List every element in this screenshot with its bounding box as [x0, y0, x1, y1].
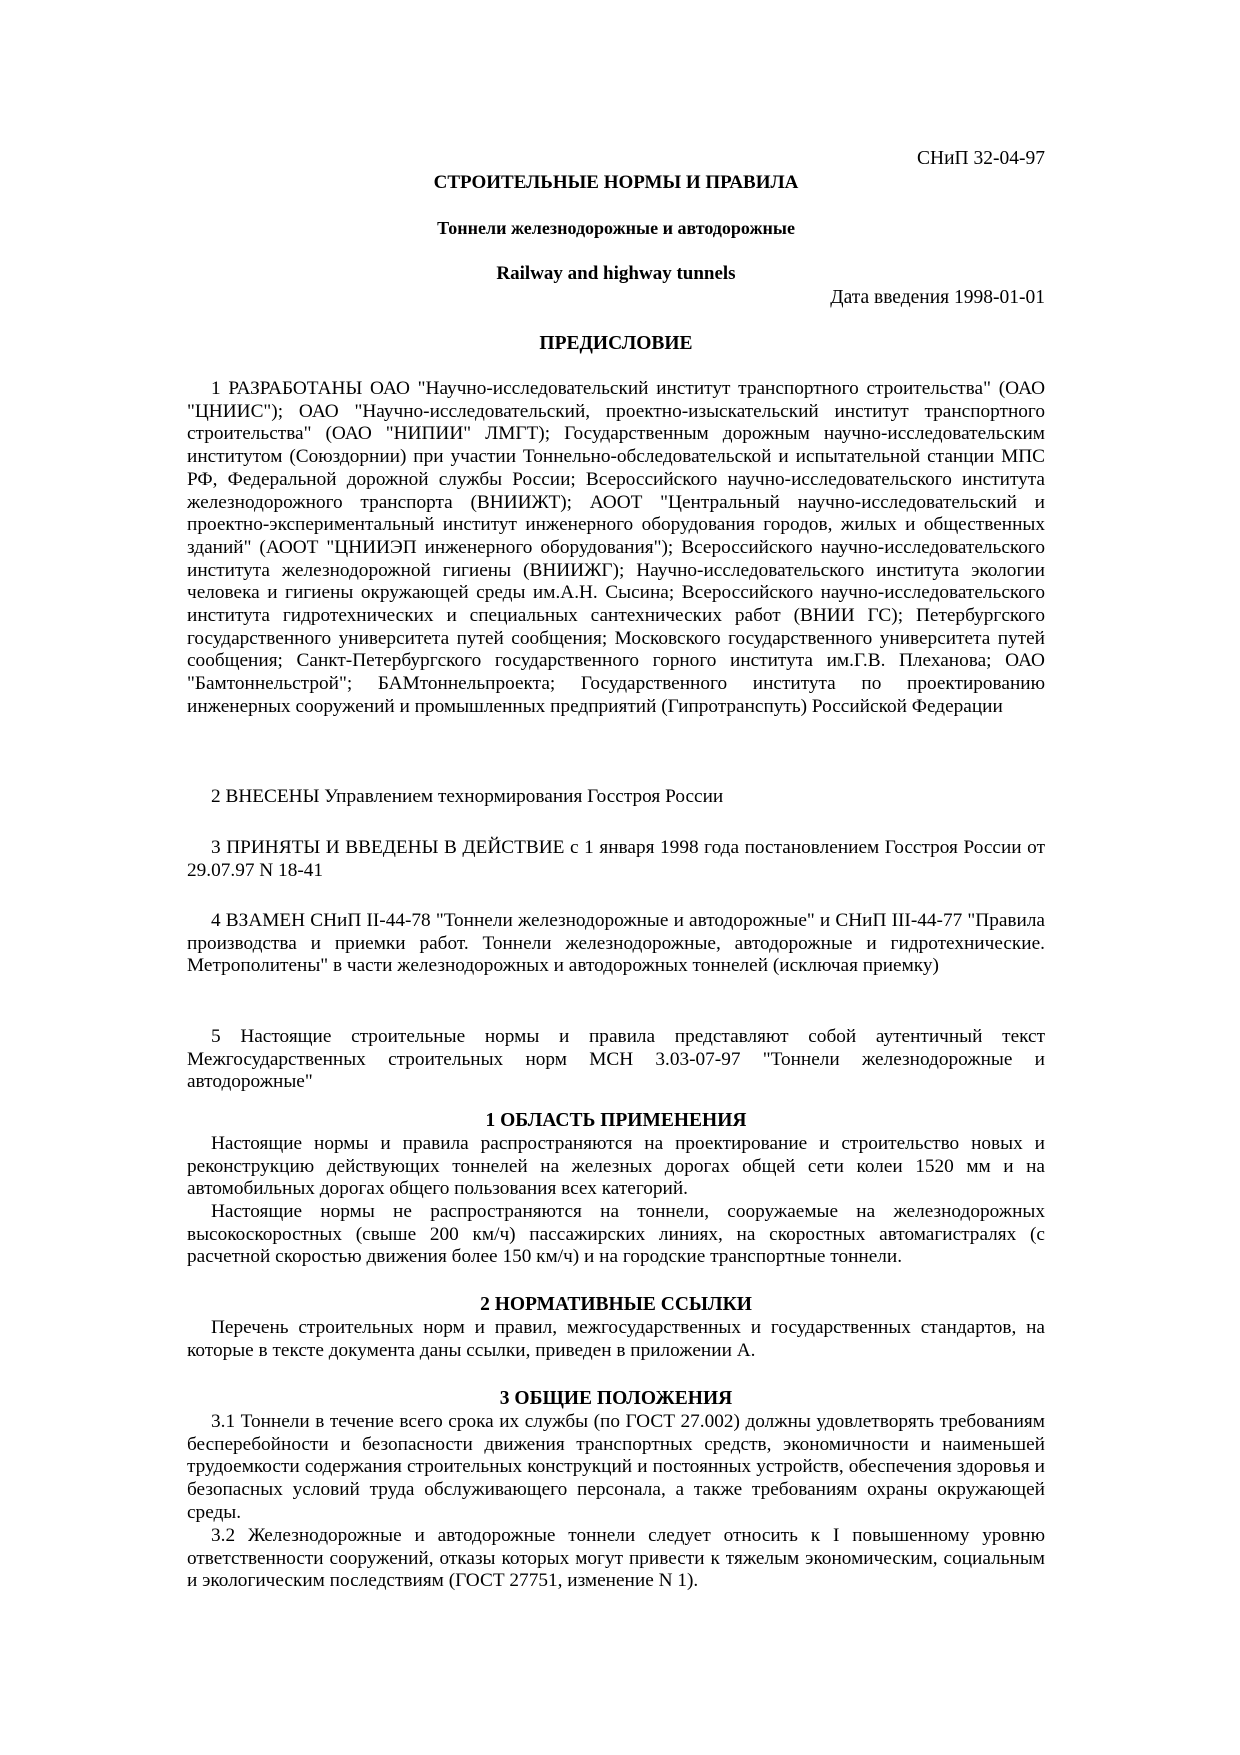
section-1-paragraph-1: Настоящие нормы и правила распространяются на проектирование и строительство новых и реконструкцию действующих тоннелей на железных дорогах общей сети колеи 1520 мм и на автомобильных дорогах общего пользования всех категорий.	[187, 1133, 1045, 1200]
document-title: СТРОИТЕЛЬНЫЕ НОРМЫ И ПРАВИЛА	[433, 172, 799, 193]
document-code: СНиП 32-04-97	[917, 148, 1045, 169]
section-2-paragraph-1: Перечень строительных норм и правил, межгосударственных и государственных стандартов, на которые в тексте документа даны ссылки, приведен в приложении А.	[187, 1317, 1045, 1361]
section-3-paragraph-1: 3.1 Тоннели в течение всего срока их службы (по ГОСТ 27.002) должны удовлетворять требованиям бесперебойности и безопасности движения транспортных средств, экономичности и наименьшей трудоемкости содержания строительных конструкций и постоянных устройств, обеспечения здоровья и безопасных условий труда обслуживающего персонала, а также требованиям охраны окружающей среды.	[187, 1411, 1045, 1523]
document-subtitle-en: Railway and highway tunnels	[496, 263, 736, 284]
section-1-heading: 1 ОБЛАСТЬ ПРИМЕНЕНИЯ	[485, 1110, 747, 1131]
preface-item-5: 5 Настоящие строительные нормы и правила представляют собой аутентичный текст Межгосударственных строительных норм МСН 3.03-07-97 "Тоннели железнодорожные и автодорожные"	[187, 1026, 1045, 1093]
preface-item-4: 4 ВЗАМЕН СНиП II-44-78 "Тоннели железнодорожные и автодорожные" и СНиП III-44-77 "Правила производства и приемки работ. Тоннели железнодорожные, автодорожные и гидротехнические. Метрополитены" в части железнодорожных и автодорожных тоннелей (исключая приемку)	[187, 910, 1045, 977]
section-3-heading: 3 ОБЩИЕ ПОЛОЖЕНИЯ	[499, 1388, 733, 1409]
preface-item-1: 1 РАЗРАБОТАНЫ ОАО "Научно-исследовательский институт транспортного строительства" (ОАО "ЦНИИС"); ОАО "Научно-исследовательский, проектно-изыскательский институт транспортного строительства" (ОАО "НИПИИ" ЛМГТ); Государственным дорожным научно-исследовательским институтом (Союздорнии) при участии Тоннельно-обследовательской и испытательной станции МПС РФ, Федеральной дорожной службы России; Всероссийского научно-исследовательского института железнодорожного транспорта (ВНИИЖТ); АООТ "Центральный научно-исследовательский и проектно-экспериментальный институт инженерного оборудования городов, жилых и общественных зданий" (АООТ "ЦНИИЭП инженерного оборудования"); Всероссийского научно-исследовательского института железнодорожной гигиены (ВНИИЖГ); Научно-исследовательского института экологии человека и гигиены окружающей среды им.А.Н. Сысина; Всероссийского научно-исследовательского института гидротехнических и специальных сантехнических работ (ВНИИ ГС); Петербургского государственного университета путей сообщения; Московского государственного университета путей сообщения; Санкт-Петербургского государственного горного института им.Г.В. Плеханова; ОАО "Бамтоннельстрой"; БАМтоннельпроекта; Государственного института по проектированию инженерных сооружений и промышленных предприятий (Гипротранспуть) Российской Федерации	[187, 378, 1045, 717]
section-2-heading: 2 НОРМАТИВНЫЕ ССЫЛКИ	[480, 1294, 752, 1315]
section-3-paragraph-2: 3.2 Железнодорожные и автодорожные тоннели следует относить к I повышенному уровню ответственности сооружений, отказы которых могут привести к тяжелым экономическим, социальным и экологическим последствиям (ГОСТ 27751, изменение N 1).	[187, 1525, 1045, 1592]
document-subtitle-ru: Тоннели железнодорожные и автодорожные	[437, 218, 795, 238]
preface-heading: ПРЕДИСЛОВИЕ	[539, 333, 693, 354]
effective-date: Дата введения 1998-01-01	[830, 287, 1045, 308]
preface-item-2: 2 ВНЕСЕНЫ Управлением технормирования Госстроя России	[211, 786, 724, 807]
preface-item-3: 3 ПРИНЯТЫ И ВВЕДЕНЫ В ДЕЙСТВИЕ с 1 января 1998 года постановлением Госстроя России от 29.07.97 N 18-41	[187, 837, 1045, 881]
section-1-paragraph-2: Настоящие нормы не распространяются на тоннели, сооружаемые на железнодорожных высокоскоростных (свыше 200 км/ч) пассажирских линиях, на скоростных автомагистралях (с расчетной скоростью движения более 150 км/ч) и на городские транспортные тоннели.	[187, 1201, 1045, 1268]
